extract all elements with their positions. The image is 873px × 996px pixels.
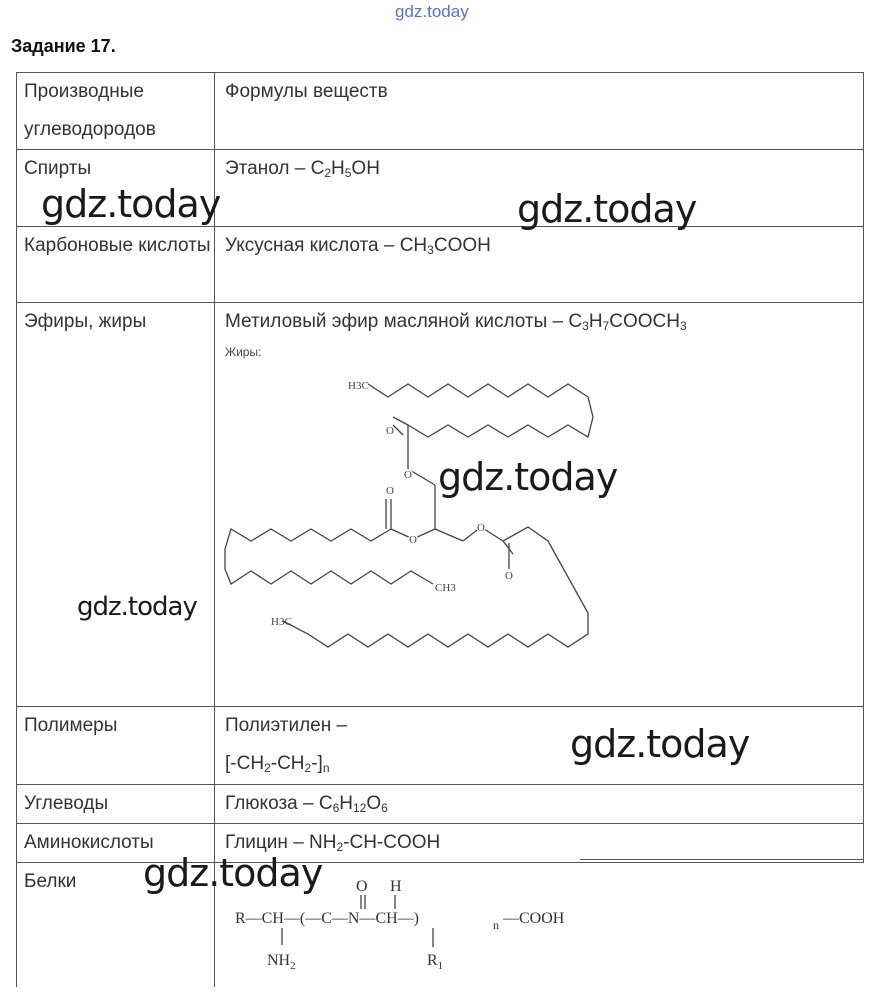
cooh-label: —COOH: [503, 910, 565, 927]
h-label: H: [390, 878, 402, 895]
row-formula-alcohols: Этанол – $C_2H_5OH$: [215, 150, 864, 227]
site-watermark-top[interactable]: gdz.today: [395, 2, 469, 21]
row-formula-amino: Глицин – $NH_2-CH$-COOH: [215, 824, 864, 863]
watermark: gdz.today: [143, 851, 323, 895]
protein-main-chain: R—CH—(—C—N—CH—): [235, 910, 420, 927]
ch3-label: CH3: [435, 582, 456, 594]
row-label-alcohols: Спирты: [17, 150, 215, 227]
table-header-row: [17, 73, 864, 150]
watermark: gdz.today: [77, 592, 197, 622]
row-label-amino: Аминокислоты: [17, 824, 215, 863]
row-label-acids: Карбоновые кислоты: [17, 227, 215, 303]
table-row: [17, 303, 864, 707]
table-row: [17, 785, 864, 824]
row-formula-polymers: Полиэтилен – $[-CH_2-CH_2-]_n$: [215, 707, 864, 785]
watermark: gdz.today: [41, 182, 221, 226]
o-label: O: [356, 878, 368, 895]
row-label-polymers: Полимеры: [17, 707, 215, 785]
table-divider: [580, 859, 864, 860]
r1-label: $R_1$: [427, 952, 444, 972]
row-label-carbs: Углеводы: [17, 785, 215, 824]
header-col1: Производные углеводородов: [17, 73, 215, 150]
subscript-n: n: [493, 918, 499, 932]
triglyceride-structure: [213, 359, 673, 689]
watermark: gdz.today: [570, 722, 750, 766]
o-label: O: [386, 425, 394, 437]
o-label: O: [409, 534, 417, 546]
row-label-esters: Эфиры, жиры: [17, 303, 215, 707]
row-formula-acids: Уксусная кислота – $CH_3COOH$: [215, 227, 864, 303]
watermark: gdz.today: [517, 187, 697, 231]
task-title: Задание 17.: [11, 36, 116, 56]
h3c-label-bottom: H3C: [271, 616, 292, 628]
fats-label: Жиры:: [225, 345, 262, 359]
h3c-label-top: H3C: [348, 380, 369, 392]
row-label-proteins: Белки: [17, 863, 215, 987]
o-label: O: [386, 485, 394, 497]
o-label: O: [505, 570, 513, 582]
row-formula-carbs: Глюкоза – $C_6H_{12}O_6$: [215, 785, 864, 824]
row-formula-esters: Метиловый эфир масляной кислоты – $C_3H_7COOCH_3$ Жиры: H3C O O O O O O CH3 H3C: [215, 303, 864, 707]
header-col2: Формулы веществ: [215, 73, 864, 150]
table-row: [17, 227, 864, 303]
watermark: gdz.today: [438, 455, 618, 499]
o-label: O: [477, 522, 485, 534]
o-label: O: [404, 469, 412, 481]
nh2-label: $NH_2$: [267, 952, 296, 972]
